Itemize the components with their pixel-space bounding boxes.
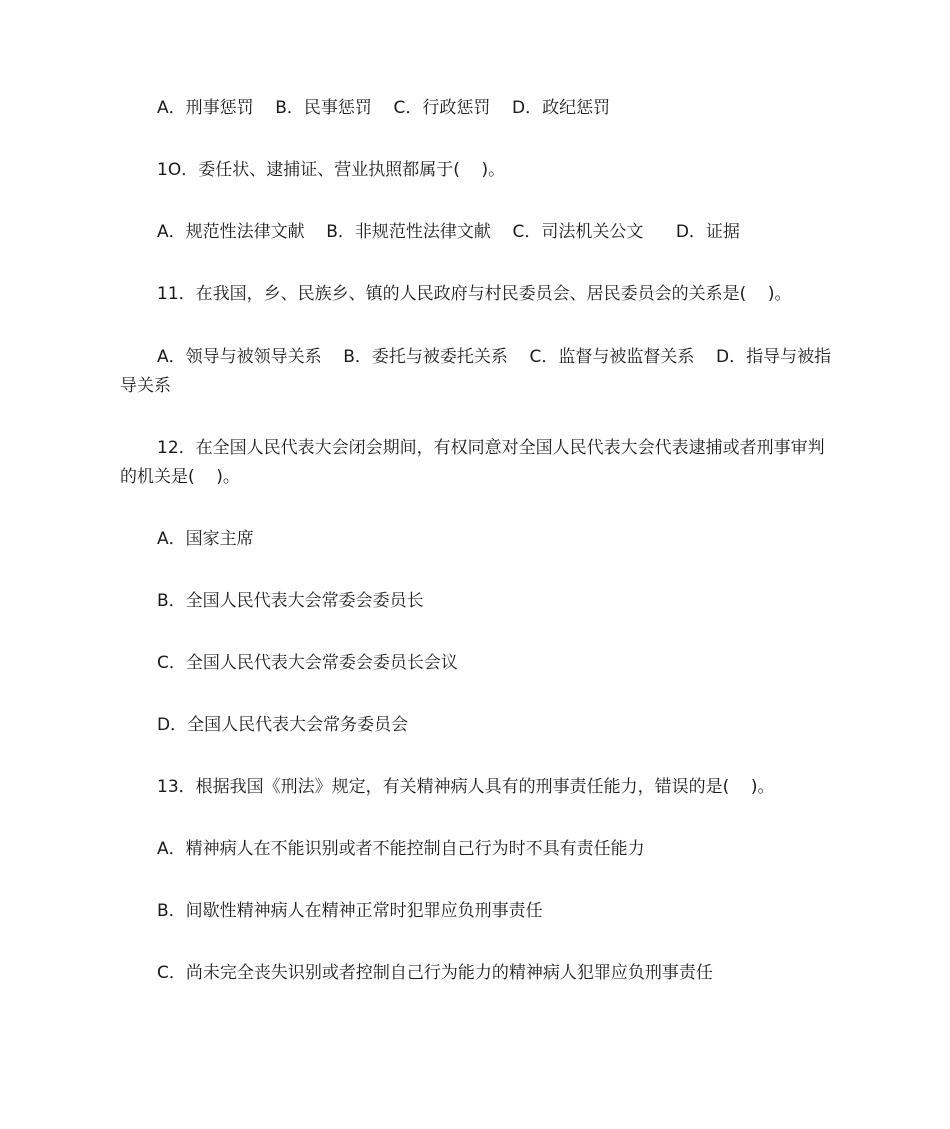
option-line-q11: A．领导与被领导关系 B．委托与被委托关系 C．监督与被监督关系 D．指导与被指导关系 — [120, 347, 832, 396]
option-line-q10: A．规范性法律文献 B．非规范性法律文献 C．司法机关公文 D．证据 — [157, 222, 740, 242]
question-11: 11．在我国，乡、民族乡、镇的人民政府与村民委员会、居民委员会的关系是( )。 — [157, 284, 792, 304]
question-10: 1O．委任状、逮捕证、营业执照都属于( )。 — [157, 160, 506, 180]
question-13: 13．根据我国《刑法》规定，有关精神病人具有的刑事责任能力，错误的是( )。 — [157, 777, 775, 797]
question-12: 12．在全国人民代表大会闭会期间，有权同意对全国人民代表大会代表逮捕或者刑事审判的机关是( )。 — [120, 438, 825, 487]
option-line-q9: A．刑事惩罚 B．民事惩罚 C．行政惩罚 D．政纪惩罚 — [157, 98, 611, 118]
option-b-q12: B．全国人民代表大会常委会委员长 — [157, 591, 424, 611]
option-a-q12: A．国家主席 — [157, 529, 254, 549]
option-a-q13: A．精神病人在不能识别或者不能控制自己行为时不具有责任能力 — [157, 839, 645, 859]
option-c-q13: C．尚未完全丧失识别或者控制自己行为能力的精神病人犯罪应负刑事责任 — [157, 963, 713, 983]
option-d-q12: D．全国人民代表大会常务委员会 — [157, 715, 409, 735]
option-b-q13: B．间歇性精神病人在精神正常时犯罪应负刑事责任 — [157, 901, 543, 921]
option-c-q12: C．全国人民代表大会常委会委员长会议 — [157, 653, 458, 673]
